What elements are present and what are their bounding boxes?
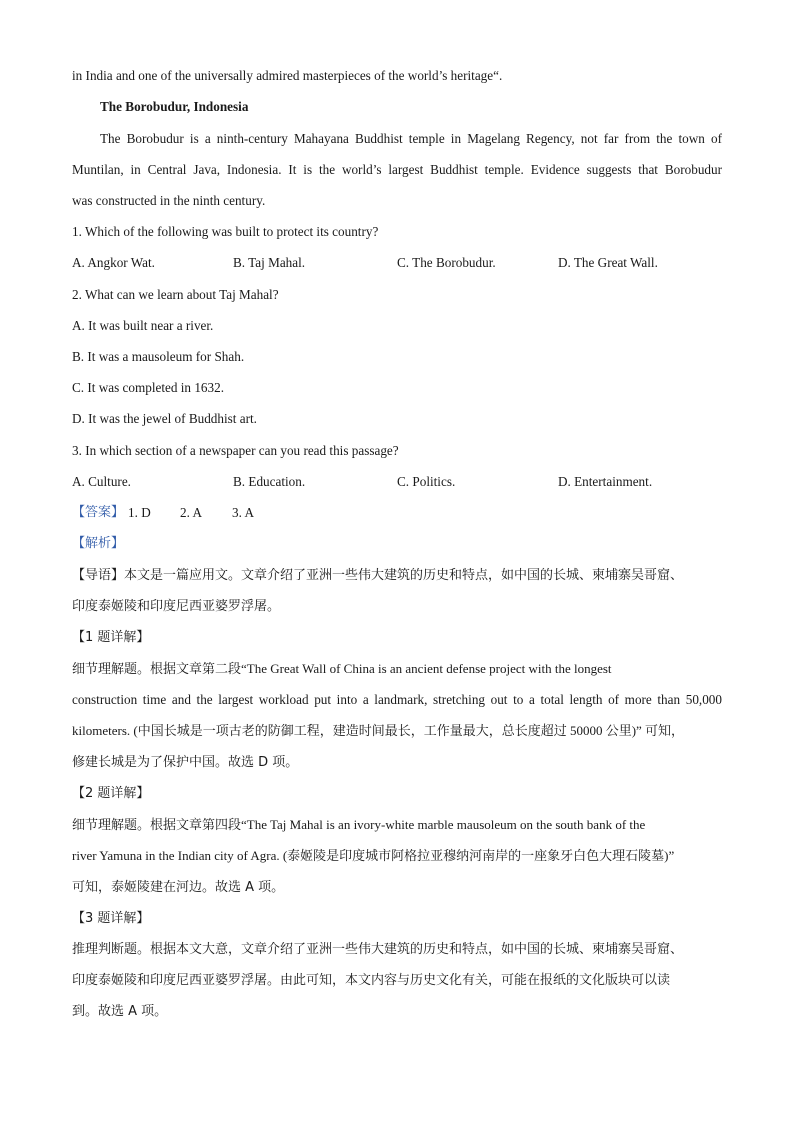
option-a: A. Angkor Wat. xyxy=(72,255,155,270)
answer-item: 2. A xyxy=(180,505,202,520)
option-a: A. It was built near a river. xyxy=(72,318,214,333)
passage-line: The Borobudur is a ninth-century Mahayana Buddhist temple in Magelang Regency, not far from the town of xyxy=(100,131,722,146)
answer-label: 【答案】 xyxy=(72,505,125,520)
passage-line: Muntilan, in Central Java, Indonesia. It is the world’s largest Buddhist temple. Evidence suggests that Borobudur xyxy=(72,162,722,177)
option-d: D. Entertainment. xyxy=(558,474,653,489)
option-d: D. The Great Wall. xyxy=(558,255,658,270)
q2-detail-line: 细节理解题。根据文章第四段“The Taj Mahal is an ivory-white marble mausoleum on the south bank of the xyxy=(72,817,646,832)
option-row xyxy=(72,254,722,272)
q3-detail-line: 到。故选 A 项。 xyxy=(72,1004,168,1019)
q3-detail-line: 印度泰姬陵和印度尼西亚婆罗浮屠。由此可知，本文内容与历史文化有关，可能在报纸的文化版块可以读 xyxy=(72,973,671,988)
option-row xyxy=(72,473,722,491)
answer-item: 3. A xyxy=(232,505,254,520)
answer-row xyxy=(72,504,722,522)
option-c: C. It was completed in 1632. xyxy=(72,380,224,395)
question-stem: 1. Which of the following was built to protect its country? xyxy=(72,224,379,239)
passage-line: was constructed in the ninth century. xyxy=(72,193,266,208)
q1-detail-line: kilometers. (中国长城是一项古老的防御工程，建造时间最长，工作量最大，总长度超过 50000 公里)” 可知， xyxy=(72,723,685,738)
q2-detail-line: river Yamuna in the Indian city of Agra. (泰姬陵是印度城市阿格拉亚穆纳河南岸的一座象牙白色大理石陵墓)” xyxy=(72,848,675,863)
passage-line: in India and one of the universally admired masterpieces of the world’s heritage“. xyxy=(72,68,503,83)
option-b: B. Education. xyxy=(233,474,306,489)
option-c: C. Politics. xyxy=(397,474,456,489)
q3-detail-line: 推理判断题。根据本文大意，文章介绍了亚洲一些伟大建筑的历史和特点，如中国的长城、柬埔寨吴哥窟、 xyxy=(72,942,684,957)
analysis-label: 【解析】 xyxy=(72,536,125,551)
q1-detail-line: 修建长城是为了保护中国。故选 D 项。 xyxy=(72,755,299,770)
q2-detail-line: 可知，泰姬陵建在河边。故选 A 项。 xyxy=(72,880,285,895)
option-a: A. Culture. xyxy=(72,474,131,489)
option-b: B. Taj Mahal. xyxy=(233,255,306,270)
q3-detail-label: 【3 题详解】 xyxy=(72,911,150,926)
q1-detail-line: 细节理解题。根据文章第二段“The Great Wall of China is an ancient defense project with the longest xyxy=(72,661,612,676)
question-stem: 3. In which section of a newspaper can you read this passage? xyxy=(72,443,399,458)
section-heading: The Borobudur, Indonesia xyxy=(100,99,249,114)
q1-detail-line: construction time and the largest workload put into a landmark, stretching out to a total length of more than 50,000 xyxy=(72,692,722,707)
option-d: D. It was the jewel of Buddhist art. xyxy=(72,411,257,426)
option-b: B. It was a mausoleum for Shah. xyxy=(72,349,245,364)
q2-detail-label: 【2 题详解】 xyxy=(72,786,150,801)
guide-line: 【导语】本文是一篇应用文。文章介绍了亚洲一些伟大建筑的历史和特点，如中国的长城、柬埔寨吴哥窟、 xyxy=(72,568,684,583)
answer-item: 1. D xyxy=(128,505,151,520)
option-c: C. The Borobudur. xyxy=(397,255,496,270)
q1-detail-label: 【1 题详解】 xyxy=(72,630,150,645)
guide-line: 印度泰姬陵和印度尼西亚婆罗浮屠。 xyxy=(72,599,281,614)
question-stem: 2. What can we learn about Taj Mahal? xyxy=(72,287,279,302)
